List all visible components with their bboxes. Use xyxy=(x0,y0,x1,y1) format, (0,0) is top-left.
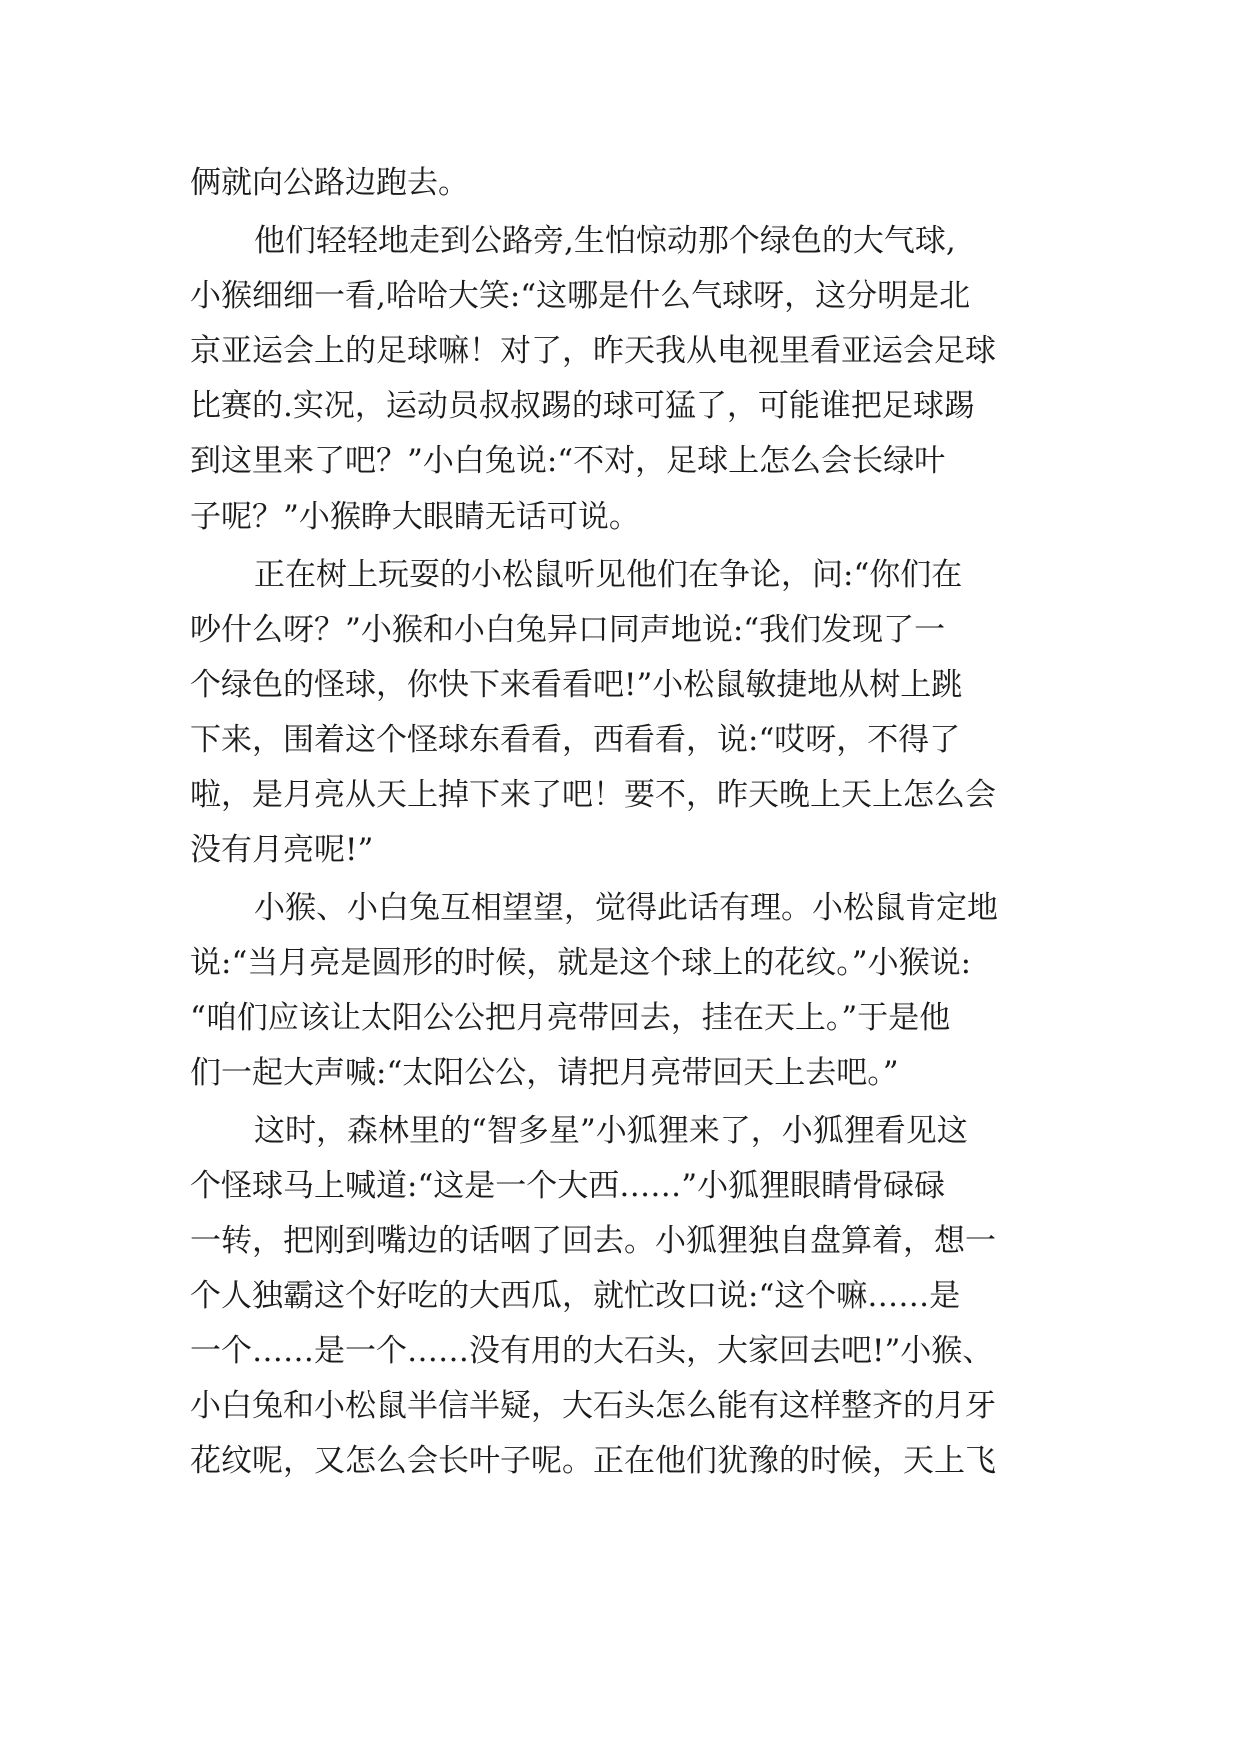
text-line: “咱们应该让太阳公公把月亮带回去，挂在天上。”于是他 xyxy=(190,1000,951,1036)
text-line: 花纹呢，又怎么会长叶子呢。正在他们犹豫的时候，天上飞 xyxy=(190,1443,996,1479)
paragraph-first-line: 这时，森林里的“智多星”小狐狸来了，小狐狸看见这 xyxy=(254,1113,968,1149)
text-line: 没有月亮呢!” xyxy=(190,832,374,868)
text-line: 俩就向公路边跑去。 xyxy=(190,165,469,201)
text-line: 吵什么呀？”小猴和小白兔异口同声地说:“我们发现了一 xyxy=(190,612,946,648)
text-line: 小猴细细一看,哈哈大笑:“这哪是什么气球呀，这分明是北 xyxy=(190,278,971,314)
text-line: 比赛的.实况，运动员叔叔踢的球可猛了，可能谁把足球踢 xyxy=(190,388,975,424)
text-line: 子呢？”小猴睁大眼睛无话可说。 xyxy=(190,499,640,535)
text-line: 一个……是一个……没有用的大石头，大家回去吧!”小猴、 xyxy=(190,1333,994,1369)
text-line: 们一起大声喊:“太阳公公，请把月亮带回天上去吧。” xyxy=(190,1055,899,1091)
text-line: 小白兔和小松鼠半信半疑，大石头怎么能有这样整齐的月牙 xyxy=(190,1388,996,1424)
text-line: 到这里来了吧？”小白兔说:“不对，足球上怎么会长绿叶 xyxy=(190,443,946,479)
text-line: 个绿色的怪球，你快下来看看吧!”小松鼠敏捷地从树上跳 xyxy=(190,667,963,703)
text-line: 啦，是月亮从天上掉下来了吧！要不，昨天晚上天上怎么会 xyxy=(190,777,996,813)
paragraph-first-line: 小猴、小白兔互相望望，觉得此话有理。小松鼠肯定地 xyxy=(254,890,998,926)
text-line: 下来，围着这个怪球东看看，西看看，说:“哎呀，不得了 xyxy=(190,722,961,758)
paragraph-first-line: 他们轻轻地走到公路旁,生怕惊动那个绿色的大气球, xyxy=(254,223,956,259)
text-line: 京亚运会上的足球嘛！对了，昨天我从电视里看亚运会足球 xyxy=(190,333,996,369)
text-line: 一转，把刚到嘴边的话咽了回去。小狐狸独自盘算着，想一 xyxy=(190,1223,996,1259)
text-line: 个怪球马上喊道:“这是一个大西……”小狐狸眼睛骨碌碌 xyxy=(190,1168,946,1204)
text-line: 个人独霸这个好吃的大西瓜，就忙改口说:“这个嘛……是 xyxy=(190,1278,961,1314)
text-line: 说:“当月亮是圆形的时候，就是这个球上的花纹。”小猴说: xyxy=(190,945,972,981)
paragraph-first-line: 正在树上玩耍的小松鼠听见他们在争论，问:“你们在 xyxy=(254,557,963,593)
